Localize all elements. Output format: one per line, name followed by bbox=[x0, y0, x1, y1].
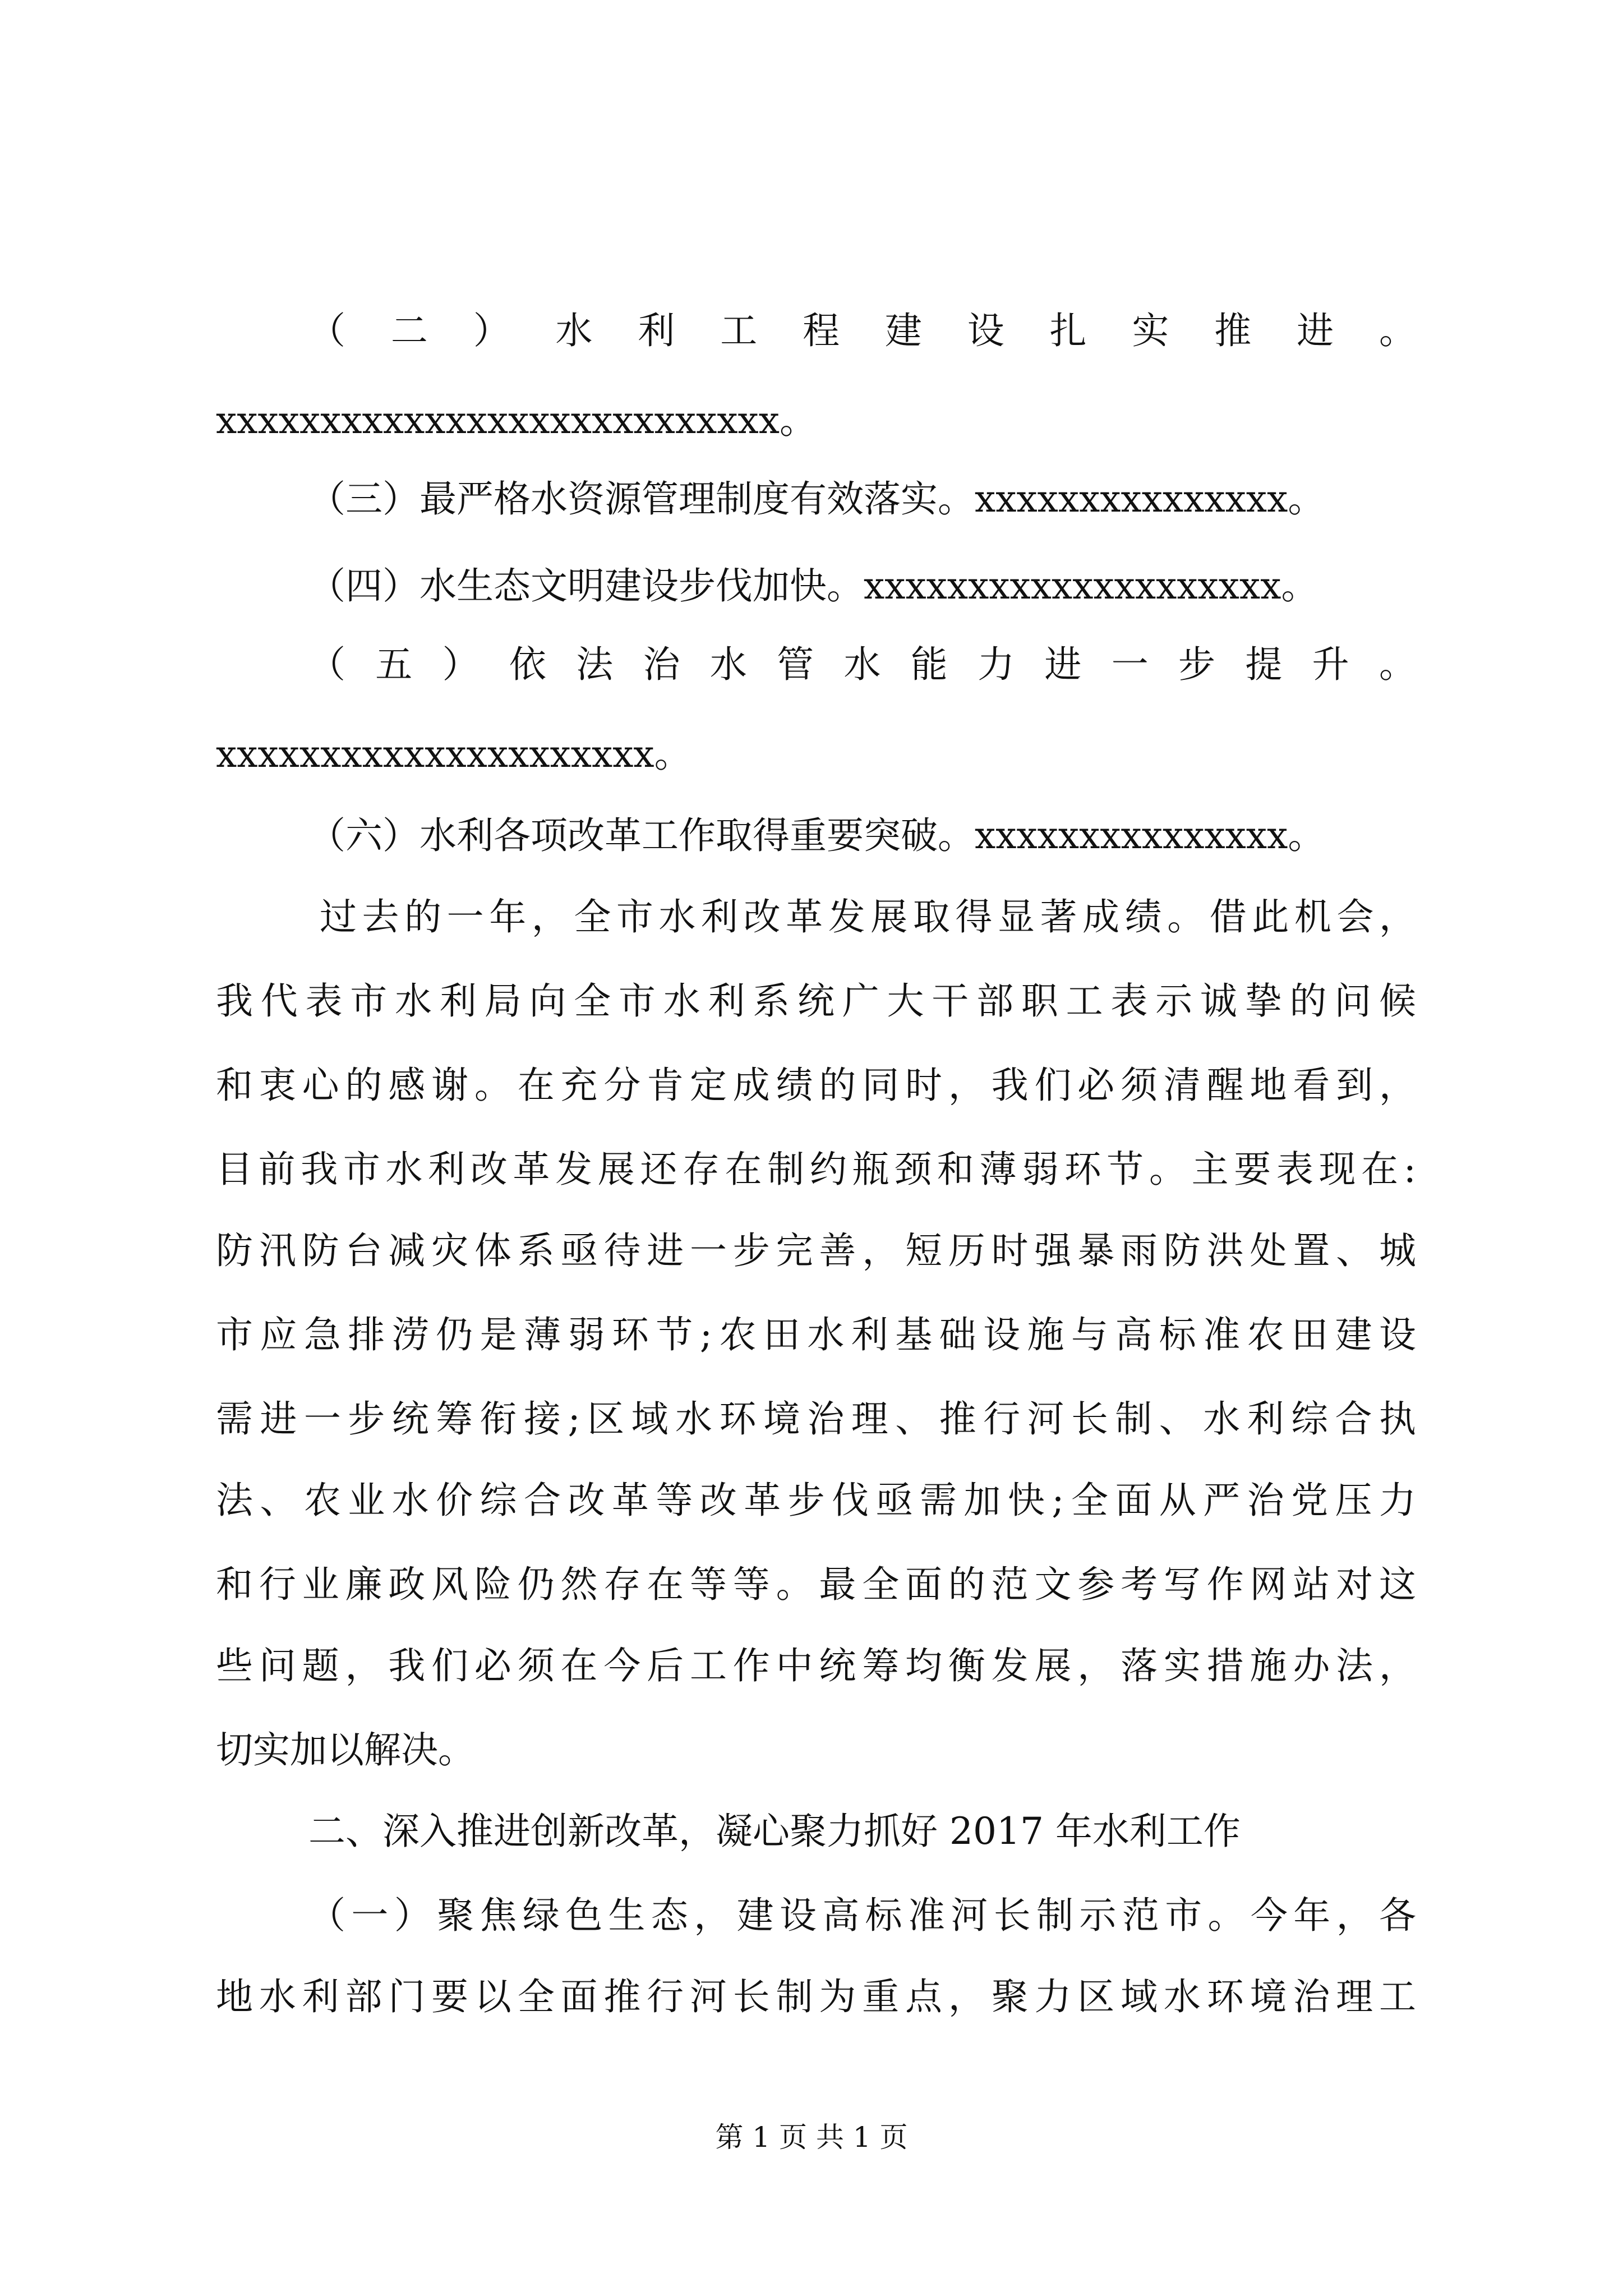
text-line-8: 过去的一年，全市水利改革发展取得显著成绩。借此机会， bbox=[320, 895, 1416, 938]
text-line-9: 我代表市水利局向全市水利系统广大干部职工表示诚挚的问候 bbox=[216, 979, 1416, 1023]
text-line-1: （二）水利工程建设扎实推进。 bbox=[308, 309, 1416, 352]
text-line-13: 市应急排涝仍是薄弱环节;农田水利基础设施与高标准农田建设 bbox=[216, 1313, 1416, 1356]
section-heading: 二、深入推进创新改革，凝心聚力抓好 2017 年水利工作 bbox=[308, 1810, 1241, 1853]
text-line-16: 和行业廉政风险仍然存在等等。最全面的范文参考写作网站对这 bbox=[216, 1563, 1416, 1606]
text-line-15: 法、农业水价综合改革等改革步伐亟需加快;全面从严治党压力 bbox=[216, 1479, 1416, 1522]
text-line-6: xxxxxxxxxxxxxxxxxxxxx。 bbox=[216, 733, 691, 776]
text-line-4: （四）水生态文明建设步伐加快。xxxxxxxxxxxxxxxxxxxx。 bbox=[308, 564, 1318, 608]
text-line-12: 防汛防台减灾体系亟待进一步完善，短历时强暴雨防洪处置、城 bbox=[216, 1229, 1416, 1272]
text-line-2: xxxxxxxxxxxxxxxxxxxxxxxxxxx。 bbox=[216, 399, 817, 442]
text-line-18: 切实加以解决。 bbox=[216, 1728, 475, 1772]
text-line-10: 和衷心的感谢。在充分肯定成绩的同时，我们必须清醒地看到， bbox=[216, 1064, 1416, 1107]
text-line-20: （一）聚焦绿色生态，建设高标准河长制示范市。今年，各 bbox=[308, 1894, 1416, 1937]
text-line-11: 目前我市水利改革发展还存在制约瓶颈和薄弱环节。主要表现在: bbox=[216, 1148, 1416, 1191]
text-line-5: （五）依法治水管水能力进一步提升。 bbox=[308, 643, 1416, 686]
text-line-21: 地水利部门要以全面推行河长制为重点，聚力区域水环境治理工 bbox=[216, 1975, 1416, 2018]
text-line-14: 需进一步统筹衔接;区域水环境治理、推行河长制、水利综合执 bbox=[216, 1397, 1416, 1441]
text-line-3: （三）最严格水资源管理制度有效落实。xxxxxxxxxxxxxxx。 bbox=[308, 477, 1325, 521]
page-number-footer: 第 1 页 共 1 页 bbox=[715, 2121, 908, 2154]
text-line-7: （六）水利各项改革工作取得重要突破。xxxxxxxxxxxxxxx。 bbox=[308, 814, 1325, 857]
text-line-17: 些问题，我们必须在今后工作中统筹均衡发展，落实措施办法， bbox=[216, 1644, 1416, 1687]
